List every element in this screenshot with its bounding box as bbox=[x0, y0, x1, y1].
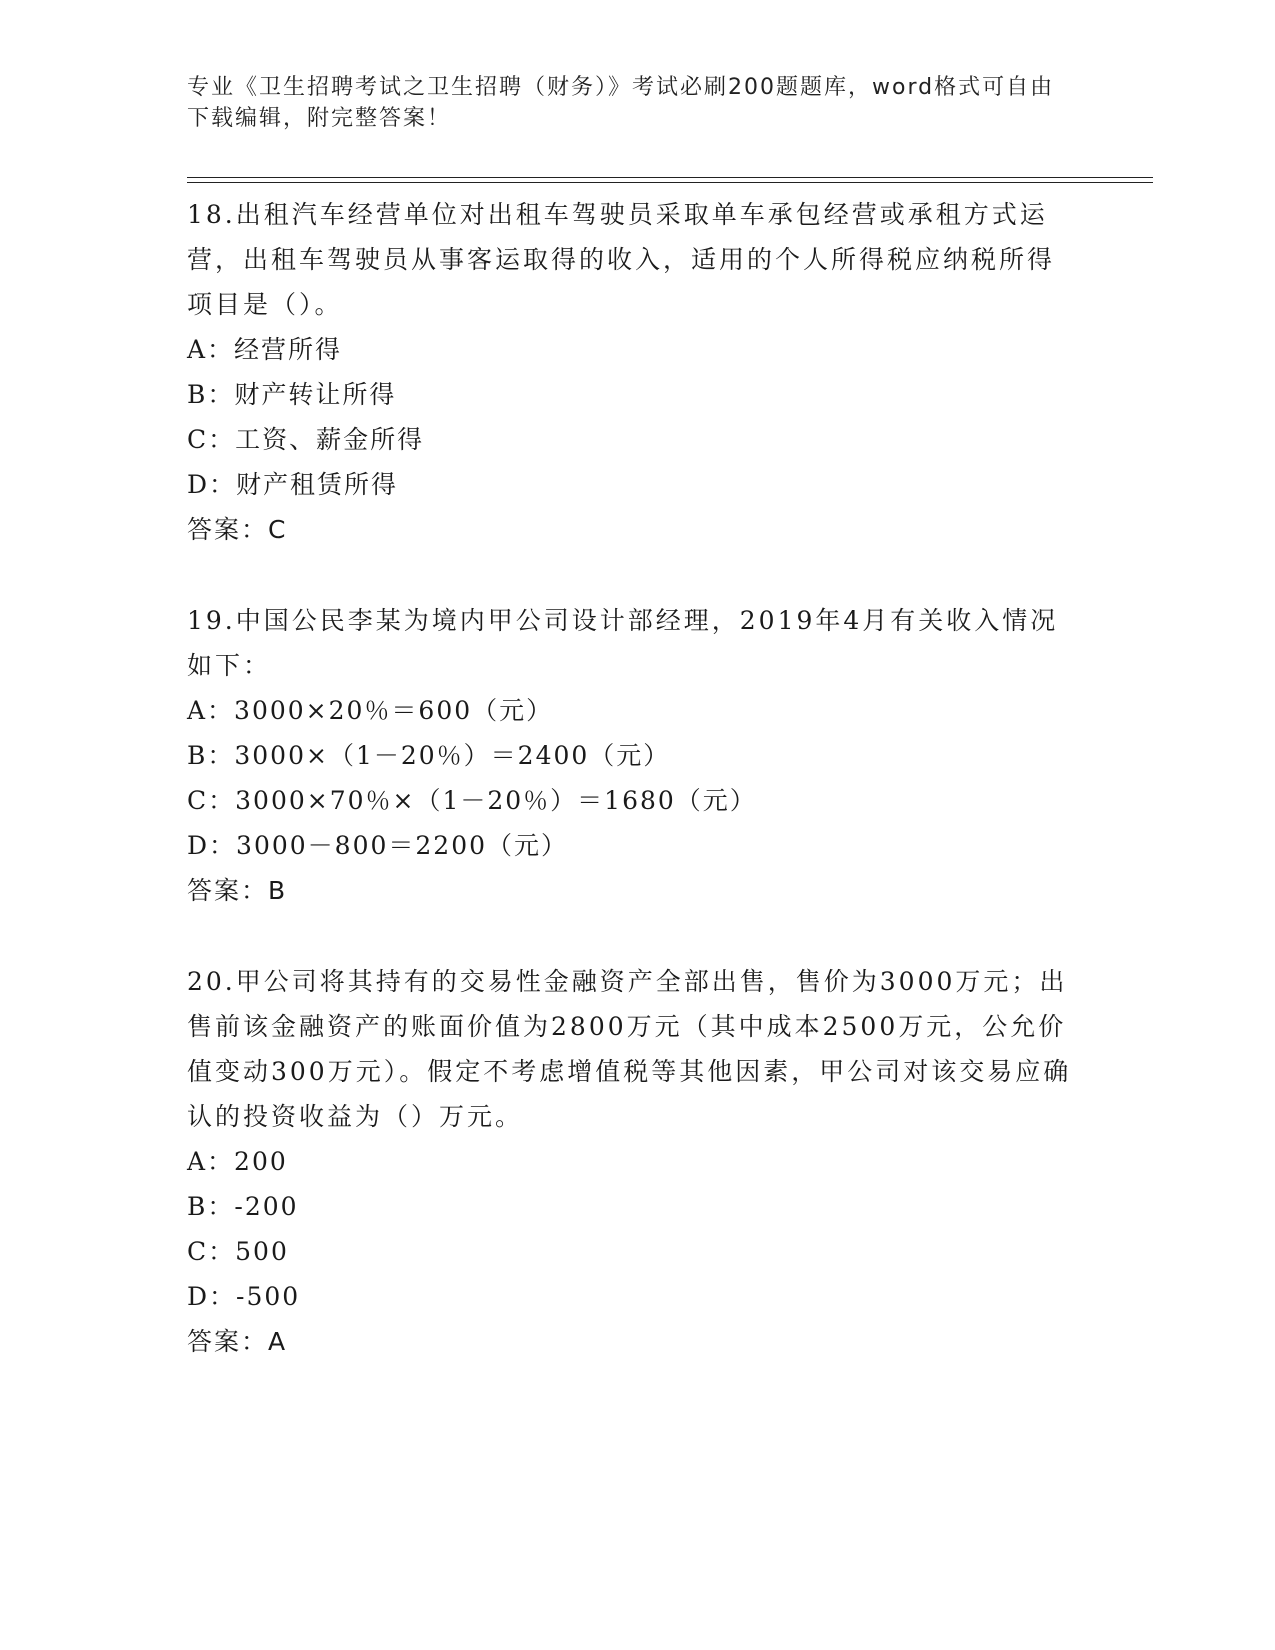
header-divider-bottom bbox=[187, 182, 1153, 183]
option-c: C：工资、薪金所得 bbox=[187, 425, 425, 454]
option-a: A：3000×20％＝600（元） bbox=[187, 696, 554, 725]
question-stem: 20.甲公司将其持有的交易性金融资产全部出售，售价为3000万元；出售前该金融资产的账面价值为2800万元（其中成本2500万元，公允价值变动300万元）。假定不考虑增值税等其他因素，甲公司对该交易应确认的投资收益为（）万元。 bbox=[187, 967, 1072, 1131]
option-a: A：经营所得 bbox=[187, 335, 343, 364]
option-c: C：3000×70％×（1－20％）＝1680（元） bbox=[187, 786, 757, 815]
option-a: A：200 bbox=[187, 1147, 288, 1176]
option-b: B：-200 bbox=[187, 1192, 299, 1221]
option-b: B：3000×（1－20％）＝2400（元） bbox=[187, 741, 671, 770]
answer: 答案：B bbox=[187, 876, 288, 905]
option-c: C：500 bbox=[187, 1237, 289, 1266]
document-header: 专业《卫生招聘考试之卫生招聘（财务）》考试必刷200题题库，word格式可自由下载编辑，附完整答案！ bbox=[187, 75, 1055, 131]
header-divider-top bbox=[187, 177, 1153, 178]
answer: 答案：C bbox=[187, 515, 288, 544]
question-19 bbox=[187, 598, 1087, 913]
question-18 bbox=[187, 192, 1087, 552]
option-b: B：财产转让所得 bbox=[187, 380, 397, 409]
question-stem: 19.中国公民李某为境内甲公司设计部经理，2019年4月有关收入情况如下： bbox=[187, 606, 1059, 680]
option-d: D：-500 bbox=[187, 1282, 301, 1311]
question-list bbox=[187, 192, 1087, 1410]
answer: 答案：A bbox=[187, 1327, 288, 1356]
question-stem: 18.出租汽车经营单位对出租车驾驶员采取单车承包经营或承租方式运营，出租车驾驶员从事客运取得的收入，适用的个人所得税应纳税所得项目是（）。 bbox=[187, 200, 1056, 319]
option-d: D：财产租赁所得 bbox=[187, 470, 399, 499]
option-d: D：3000－800＝2200（元） bbox=[187, 831, 569, 860]
question-20 bbox=[187, 959, 1087, 1364]
